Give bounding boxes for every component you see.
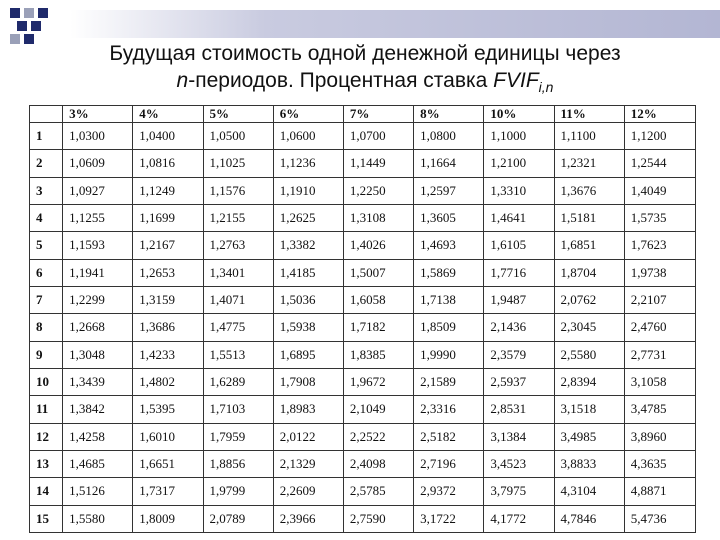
decorative-square bbox=[24, 8, 34, 18]
factor-cell: 1,2653 bbox=[133, 259, 203, 286]
table-row bbox=[30, 505, 696, 532]
factor-cell: 1,8983 bbox=[273, 396, 343, 423]
table-row bbox=[30, 314, 696, 341]
factor-cell: 2,1436 bbox=[484, 314, 554, 341]
factor-cell: 1,5938 bbox=[273, 314, 343, 341]
factor-cell: 1,1576 bbox=[203, 177, 273, 204]
factor-cell: 2,3966 bbox=[273, 505, 343, 532]
period-cell: 7 bbox=[30, 286, 63, 313]
period-cell: 5 bbox=[30, 232, 63, 259]
title-fvif-subscript: i,n bbox=[538, 79, 554, 95]
factor-cell: 1,6851 bbox=[554, 232, 624, 259]
decorative-square bbox=[31, 21, 41, 31]
header-rate-cell: 3% bbox=[63, 106, 133, 123]
factor-cell: 2,8531 bbox=[484, 396, 554, 423]
factor-cell: 1,8704 bbox=[554, 259, 624, 286]
title-line-1: Будущая стоимость одной денежной единицы через bbox=[109, 42, 621, 65]
factor-cell: 2,3316 bbox=[414, 396, 484, 423]
factor-cell: 1,2100 bbox=[484, 150, 554, 177]
factor-cell: 2,7731 bbox=[624, 341, 695, 368]
period-cell: 2 bbox=[30, 150, 63, 177]
header-rate-cell: 5% bbox=[203, 106, 273, 123]
factor-cell: 3,8833 bbox=[554, 450, 624, 477]
factor-cell: 4,3104 bbox=[554, 478, 624, 505]
factor-cell: 1,2155 bbox=[203, 204, 273, 231]
factor-cell: 1,0300 bbox=[63, 123, 133, 150]
factor-cell: 1,2544 bbox=[624, 150, 695, 177]
factor-cell: 1,4185 bbox=[273, 259, 343, 286]
factor-cell: 1,2167 bbox=[133, 232, 203, 259]
factor-cell: 1,2321 bbox=[554, 150, 624, 177]
title-fvif: FVIF bbox=[493, 69, 539, 92]
factor-cell: 2,1329 bbox=[273, 450, 343, 477]
header-rate-cell: 4% bbox=[133, 106, 203, 123]
factor-cell: 1,1593 bbox=[63, 232, 133, 259]
factor-cell: 1,5869 bbox=[414, 259, 484, 286]
period-cell: 1 bbox=[30, 123, 63, 150]
factor-cell: 2,5580 bbox=[554, 341, 624, 368]
factor-cell: 2,1589 bbox=[414, 368, 484, 395]
factor-cell: 1,2299 bbox=[63, 286, 133, 313]
decorative-square bbox=[10, 8, 20, 18]
factor-cell: 1,6895 bbox=[273, 341, 343, 368]
header-gradient-bar bbox=[70, 10, 720, 38]
factor-cell: 1,1200 bbox=[624, 123, 695, 150]
factor-cell: 1,7959 bbox=[203, 423, 273, 450]
factor-cell: 1,8009 bbox=[133, 505, 203, 532]
factor-cell: 1,3439 bbox=[63, 368, 133, 395]
factor-cell: 2,7590 bbox=[343, 505, 413, 532]
factor-cell: 3,7975 bbox=[484, 478, 554, 505]
factor-cell: 5,4736 bbox=[624, 505, 695, 532]
factor-cell: 1,3159 bbox=[133, 286, 203, 313]
factor-cell: 3,4523 bbox=[484, 450, 554, 477]
table-row bbox=[30, 396, 696, 423]
factor-cell: 1,5735 bbox=[624, 204, 695, 231]
factor-cell: 1,4026 bbox=[343, 232, 413, 259]
factor-cell: 1,9672 bbox=[343, 368, 413, 395]
header-rate-cell: 11% bbox=[554, 106, 624, 123]
factor-cell: 4,7846 bbox=[554, 505, 624, 532]
factor-cell: 1,9487 bbox=[484, 286, 554, 313]
table-row bbox=[30, 478, 696, 505]
title-line-2 bbox=[20, 67, 710, 94]
factor-cell: 1,6105 bbox=[484, 232, 554, 259]
factor-cell: 3,1384 bbox=[484, 423, 554, 450]
table-row bbox=[30, 341, 696, 368]
factor-cell: 2,2609 bbox=[273, 478, 343, 505]
factor-cell: 1,6651 bbox=[133, 450, 203, 477]
factor-cell: 1,2250 bbox=[343, 177, 413, 204]
factor-cell: 1,6289 bbox=[203, 368, 273, 395]
factor-cell: 1,3686 bbox=[133, 314, 203, 341]
period-cell: 4 bbox=[30, 204, 63, 231]
factor-cell: 1,7623 bbox=[624, 232, 695, 259]
fvif-table bbox=[29, 105, 696, 533]
factor-cell: 2,0789 bbox=[203, 505, 273, 532]
factor-cell: 4,1772 bbox=[484, 505, 554, 532]
decorative-square bbox=[17, 21, 27, 31]
factor-cell: 2,8394 bbox=[554, 368, 624, 395]
header-rate-cell: 8% bbox=[414, 106, 484, 123]
factor-cell: 1,0927 bbox=[63, 177, 133, 204]
title-n: n bbox=[176, 69, 189, 92]
factor-cell: 1,0700 bbox=[343, 123, 413, 150]
decorative-square bbox=[10, 34, 20, 44]
factor-cell: 1,9799 bbox=[203, 478, 273, 505]
decorative-square bbox=[38, 8, 48, 18]
header-rate-cell: 12% bbox=[624, 106, 695, 123]
factor-cell: 1,1236 bbox=[273, 150, 343, 177]
factor-cell: 1,1699 bbox=[133, 204, 203, 231]
factor-cell: 1,0816 bbox=[133, 150, 203, 177]
table-row bbox=[30, 450, 696, 477]
factor-cell: 1,4693 bbox=[414, 232, 484, 259]
table-row bbox=[30, 423, 696, 450]
factor-cell: 1,3048 bbox=[63, 341, 133, 368]
factor-cell: 2,9372 bbox=[414, 478, 484, 505]
factor-cell: 1,0400 bbox=[133, 123, 203, 150]
factor-cell: 1,4641 bbox=[484, 204, 554, 231]
period-cell: 12 bbox=[30, 423, 63, 450]
factor-cell: 2,2107 bbox=[624, 286, 695, 313]
factor-cell: 1,0500 bbox=[203, 123, 273, 150]
factor-cell: 1,4802 bbox=[133, 368, 203, 395]
factor-cell: 2,5785 bbox=[343, 478, 413, 505]
factor-cell: 1,6010 bbox=[133, 423, 203, 450]
factor-cell: 1,4071 bbox=[203, 286, 273, 313]
factor-cell: 1,3401 bbox=[203, 259, 273, 286]
period-cell: 11 bbox=[30, 396, 63, 423]
factor-cell: 2,0122 bbox=[273, 423, 343, 450]
table-row bbox=[30, 204, 696, 231]
factor-cell: 1,4258 bbox=[63, 423, 133, 450]
factor-cell: 1,5513 bbox=[203, 341, 273, 368]
header-corner-cell bbox=[30, 106, 63, 123]
factor-cell: 1,4775 bbox=[203, 314, 273, 341]
factor-cell: 1,4049 bbox=[624, 177, 695, 204]
table-header-row bbox=[30, 106, 696, 123]
factor-cell: 1,7908 bbox=[273, 368, 343, 395]
factor-cell: 1,1000 bbox=[484, 123, 554, 150]
factor-cell: 1,7716 bbox=[484, 259, 554, 286]
factor-cell: 1,5007 bbox=[343, 259, 413, 286]
factor-cell: 1,1910 bbox=[273, 177, 343, 204]
header-rate-cell: 7% bbox=[343, 106, 413, 123]
factor-cell: 1,9738 bbox=[624, 259, 695, 286]
factor-cell: 1,2668 bbox=[63, 314, 133, 341]
factor-cell: 1,5126 bbox=[63, 478, 133, 505]
factor-cell: 2,5182 bbox=[414, 423, 484, 450]
factor-cell: 1,6058 bbox=[343, 286, 413, 313]
title-line-2-text: -периодов. Процентная ставка bbox=[188, 69, 494, 92]
factor-cell: 1,1255 bbox=[63, 204, 133, 231]
factor-cell: 1,2597 bbox=[414, 177, 484, 204]
slide-title bbox=[20, 40, 710, 94]
factor-cell: 1,3382 bbox=[273, 232, 343, 259]
factor-cell: 1,1249 bbox=[133, 177, 203, 204]
factor-cell: 1,9990 bbox=[414, 341, 484, 368]
factor-cell: 1,8509 bbox=[414, 314, 484, 341]
period-cell: 15 bbox=[30, 505, 63, 532]
factor-cell: 1,8385 bbox=[343, 341, 413, 368]
factor-cell: 1,3605 bbox=[414, 204, 484, 231]
factor-cell: 1,1449 bbox=[343, 150, 413, 177]
factor-cell: 4,8871 bbox=[624, 478, 695, 505]
factor-cell: 1,0800 bbox=[414, 123, 484, 150]
factor-cell: 1,7103 bbox=[203, 396, 273, 423]
factor-cell: 2,4760 bbox=[624, 314, 695, 341]
factor-cell: 3,4985 bbox=[554, 423, 624, 450]
factor-cell: 1,5036 bbox=[273, 286, 343, 313]
table-row bbox=[30, 368, 696, 395]
period-cell: 13 bbox=[30, 450, 63, 477]
factor-cell: 1,1664 bbox=[414, 150, 484, 177]
factor-cell: 1,1941 bbox=[63, 259, 133, 286]
factor-cell: 2,3579 bbox=[484, 341, 554, 368]
factor-cell: 1,1025 bbox=[203, 150, 273, 177]
factor-cell: 1,5580 bbox=[63, 505, 133, 532]
factor-cell: 1,3108 bbox=[343, 204, 413, 231]
factor-cell: 1,7138 bbox=[414, 286, 484, 313]
table-row bbox=[30, 232, 696, 259]
factor-cell: 1,5181 bbox=[554, 204, 624, 231]
factor-cell: 1,1100 bbox=[554, 123, 624, 150]
factor-cell: 2,7196 bbox=[414, 450, 484, 477]
factor-cell: 1,7317 bbox=[133, 478, 203, 505]
factor-cell: 2,3045 bbox=[554, 314, 624, 341]
table-row bbox=[30, 177, 696, 204]
table-row bbox=[30, 286, 696, 313]
factor-cell: 2,4098 bbox=[343, 450, 413, 477]
factor-cell: 1,2763 bbox=[203, 232, 273, 259]
factor-cell: 1,0609 bbox=[63, 150, 133, 177]
header-rate-cell: 6% bbox=[273, 106, 343, 123]
table-row bbox=[30, 259, 696, 286]
period-cell: 9 bbox=[30, 341, 63, 368]
factor-cell: 4,3635 bbox=[624, 450, 695, 477]
factor-cell: 1,2625 bbox=[273, 204, 343, 231]
period-cell: 3 bbox=[30, 177, 63, 204]
factor-cell: 3,1058 bbox=[624, 368, 695, 395]
factor-cell: 3,1722 bbox=[414, 505, 484, 532]
table-row bbox=[30, 150, 696, 177]
factor-cell: 2,1049 bbox=[343, 396, 413, 423]
factor-cell: 1,4233 bbox=[133, 341, 203, 368]
factor-cell: 1,3676 bbox=[554, 177, 624, 204]
factor-cell: 1,3842 bbox=[63, 396, 133, 423]
factor-cell: 2,0762 bbox=[554, 286, 624, 313]
factor-cell: 1,3310 bbox=[484, 177, 554, 204]
period-cell: 6 bbox=[30, 259, 63, 286]
period-cell: 10 bbox=[30, 368, 63, 395]
table-row bbox=[30, 123, 696, 150]
slide-header-decoration bbox=[0, 0, 720, 40]
factor-cell: 3,8960 bbox=[624, 423, 695, 450]
factor-cell: 1,4685 bbox=[63, 450, 133, 477]
factor-cell: 1,7182 bbox=[343, 314, 413, 341]
period-cell: 8 bbox=[30, 314, 63, 341]
period-cell: 14 bbox=[30, 478, 63, 505]
factor-cell: 3,4785 bbox=[624, 396, 695, 423]
factor-cell: 2,2522 bbox=[343, 423, 413, 450]
factor-cell: 3,1518 bbox=[554, 396, 624, 423]
factor-cell: 1,8856 bbox=[203, 450, 273, 477]
header-rate-cell: 10% bbox=[484, 106, 554, 123]
factor-cell: 1,5395 bbox=[133, 396, 203, 423]
factor-cell: 2,5937 bbox=[484, 368, 554, 395]
factor-cell: 1,0600 bbox=[273, 123, 343, 150]
